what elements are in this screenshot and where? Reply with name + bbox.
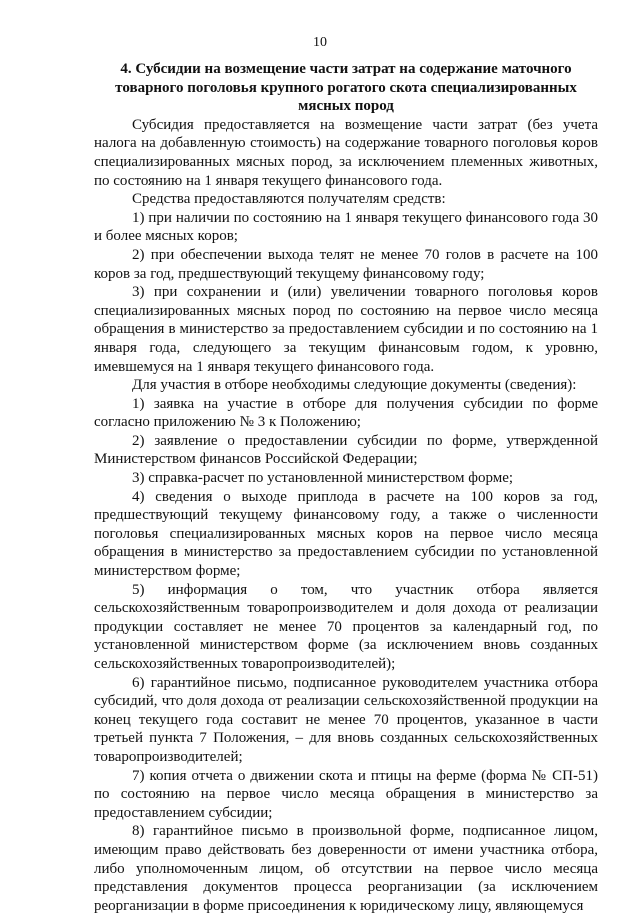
condition-item-3: 3) при сохранении и (или) увеличении товарного поголовья коров специализированных мясных пород по состоянию на первое число месяца обращения в министерство за предоставлением субсидии и по состоянию на 1 января года, следующего за текущим финансовым годом, к уровню, имевшемуся на 1 января текущего финансового года. [94,284,598,375]
page-number: 10 [313,35,327,50]
document-item-7: 7) копия отчета о движении скота и птицы на ферме (форма № СП-51) по состоянию на первое число месяца обращения в министерство за предоставлением субсидии; [94,767,598,821]
document-item-5: 5) информация о том, что участник отбора является сельскохозяйственным товаропроизводителем и доля дохода от реализации продукции составляет не менее 70 процентов за календарный год, по установленной министерством форме (за исключением вновь созданных сельскохозяйственных товаропроизводителей); [94,581,598,672]
document-item-4: 4) сведения о выходе приплода в расчете на 100 коров за год, предшествующий текущему финансовому году, а также о численности поголовья специализированных мясных коров на первое число месяца обращения в министерство за предоставлением субсидии по установленной министерством форме; [94,488,598,580]
page-content [94,60,598,915]
document-item-8: 8) гарантийное письмо в произвольной форме, подписанное лицом, имеющим право действовать без доверенности от имени участника отбора, либо уполномоченным лицом, об отсутствии на первое число месяца представления документов процесса реорганизации (за исключением реорганизации в форме присоединения к юридическому лицу, являющемуся [94,823,598,914]
condition-item-1: 1) при наличии по состоянию на 1 января текущего финансового года 30 и более мясных коров; [94,209,598,245]
document-item-3: 3) справка-расчет по установленной министерством форме; [132,470,514,487]
paragraph-documents-intro: Для участия в отборе необходимы следующие документы (сведения): [132,377,577,394]
paragraph-conditions-intro: Средства предоставляются получателям средств: [132,191,446,208]
document-item-6: 6) гарантийное письмо, подписанное руководителем участника отбора субсидий, что доля дохода от реализации сельскохозяйственной продукции на конец текущего года составит не менее 70 процентов, указанное в части третьей пункта 7 Положения, – для вновь созданных сельскохозяйственных товаропроизводителей; [94,674,598,765]
document-item-1: 1) заявка на участие в отборе для получения субсидии по форме согласно приложению № 3 к Положению; [94,395,598,431]
document-item-2: 2) заявление о предоставлении субсидии по форме, утвержденной Министерством финансов Российской Федерации; [94,432,598,468]
section-title: 4. Субсидии на возмещение части затрат на содержание маточного товарного поголовья крупного рогатого скота специализированных мясных пород [115,61,577,115]
paragraph-subsidy-purpose: Субсидия предоставляется на возмещение части затрат (без учета налога на добавленную стоимость) на содержание товарного поголовья коров специализированных мясных пород, за исключением племенных животных, по состоянию на 1 января текущего финансового года. [94,116,598,189]
condition-item-2: 2) при обеспечении выхода телят не менее 70 голов в расчете на 100 коров за год, предшествующий текущему финансовому году; [94,246,598,282]
